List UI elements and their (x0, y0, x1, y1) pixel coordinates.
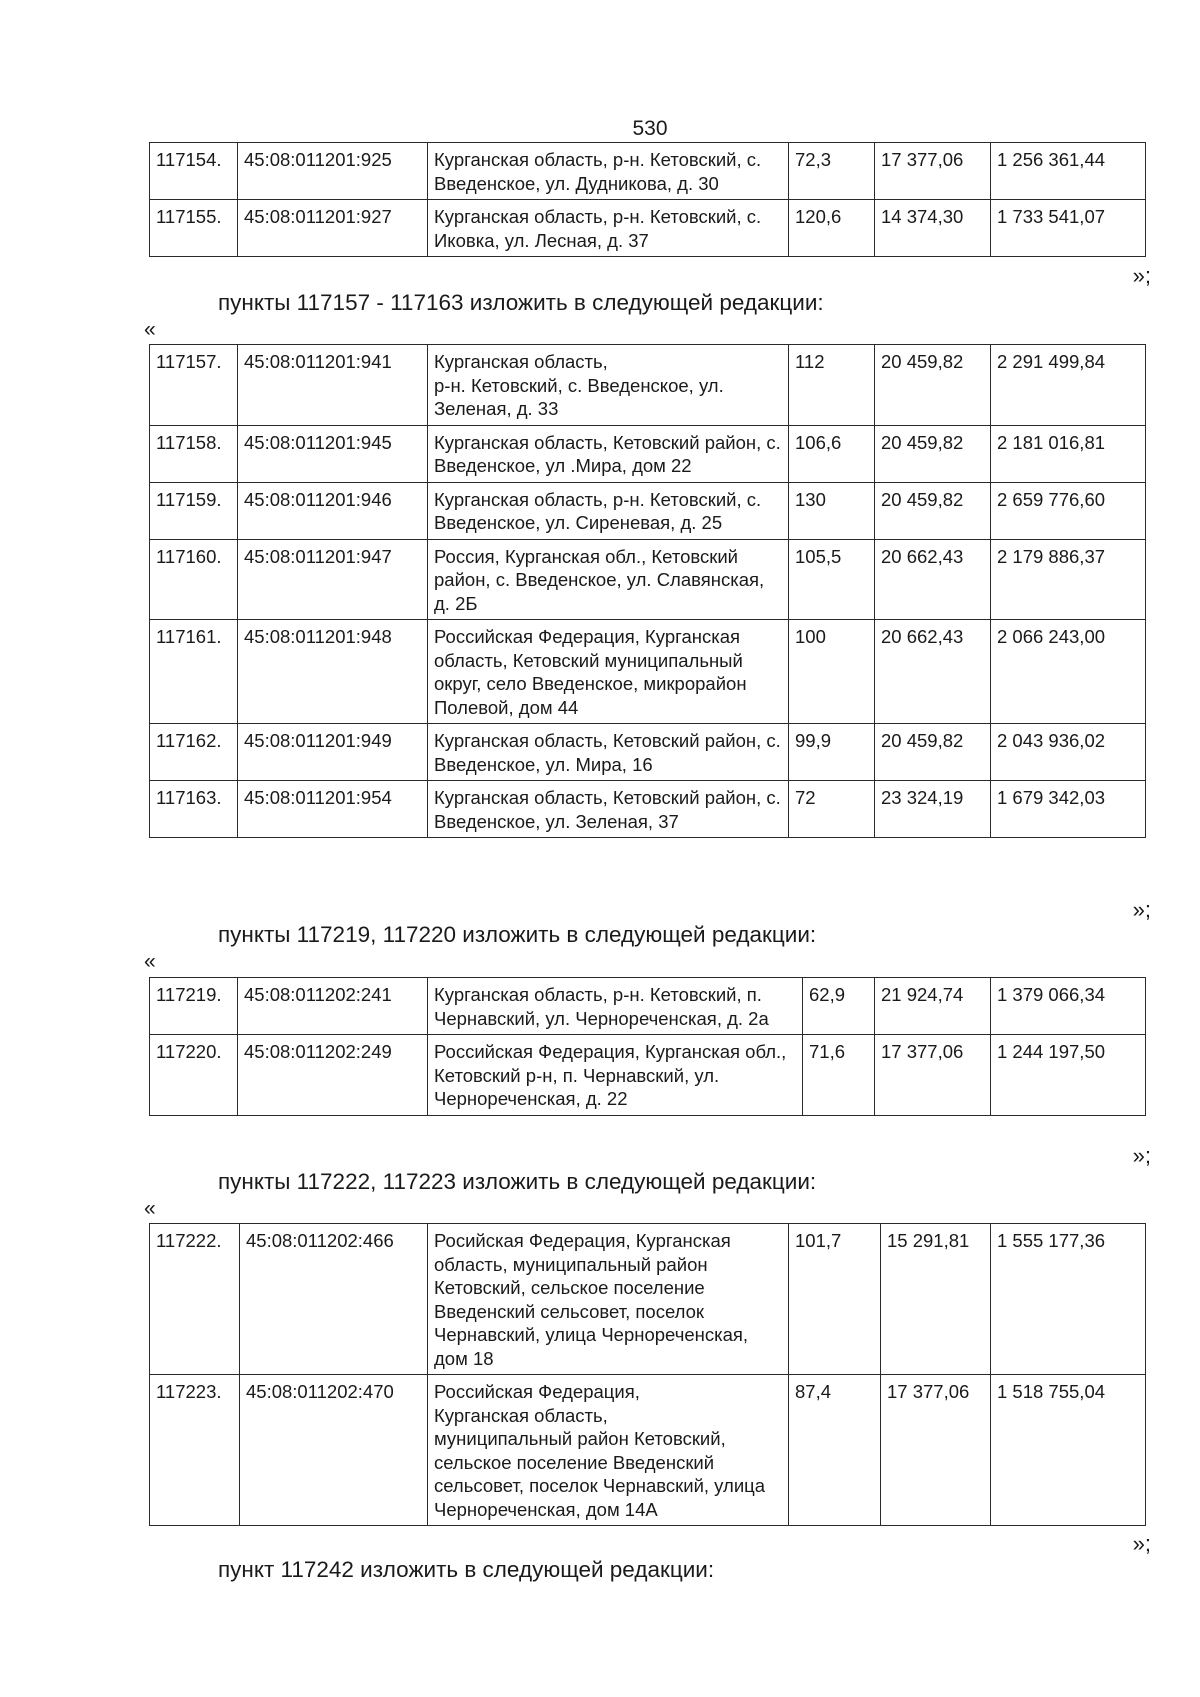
opening-quote: « (144, 318, 156, 341)
row-number-cell: 117223. (150, 1375, 240, 1526)
address-cell: Курганская область, р-н. Кетовский, с. Введенское, ул. Дудникова, д. 30 (428, 143, 789, 200)
row-number-cell: 117160. (150, 539, 238, 620)
address-cell: Российская Федерация, Курганская область, Кетовский муниципальный округ, село Введенское, микрорайон Полевой, дом 44 (428, 620, 789, 724)
table-row (150, 978, 1146, 1035)
cadastral-number-cell: 45:08:011202:241 (238, 978, 428, 1035)
table-row (150, 620, 1146, 724)
table-row (150, 482, 1146, 539)
area-cell: 87,4 (789, 1375, 881, 1526)
unit-value-cell: 20 662,43 (875, 620, 991, 724)
closing-quote: »; (1132, 897, 1151, 922)
cadastral-number-cell: 45:08:011202:466 (240, 1224, 428, 1375)
address-cell: Курганская область, р-н. Кетовский, с. Введенское, ул. Сиреневая, д. 25 (428, 482, 789, 539)
address-cell: Россия, Курганская обл., Кетовский район, с. Введенское, ул. Славянская, д. 2Б (428, 539, 789, 620)
table-row (150, 781, 1146, 838)
row-number-cell: 117154. (150, 143, 238, 200)
closing-quote: »; (1132, 1531, 1151, 1556)
area-cell: 120,6 (789, 200, 875, 257)
address-cell: Курганская область, р-н. Кетовский, с. Иковка, ул. Лесная, д. 37 (428, 200, 789, 257)
unit-value-cell: 17 377,06 (875, 143, 991, 200)
area-cell: 101,7 (789, 1224, 881, 1375)
area-cell: 100 (789, 620, 875, 724)
unit-value-cell: 23 324,19 (875, 781, 991, 838)
cadastral-number-cell: 45:08:011201:945 (238, 425, 428, 482)
address-cell: Курганская область, Кетовский район, с. Введенское, ул. Зеленая, 37 (428, 781, 789, 838)
unit-value-cell: 20 459,82 (875, 425, 991, 482)
cadastral-number-cell: 45:08:011201:954 (238, 781, 428, 838)
unit-value-cell: 17 377,06 (875, 1035, 991, 1116)
area-cell: 99,9 (789, 724, 875, 781)
table-row (150, 143, 1146, 200)
area-cell: 105,5 (789, 539, 875, 620)
cadastral-number-cell: 45:08:011201:927 (238, 200, 428, 257)
cadastral-number-cell: 45:08:011202:249 (238, 1035, 428, 1116)
cadastral-value-cell: 1 256 361,44 (991, 143, 1146, 200)
property-table (149, 977, 1146, 1116)
table-row (150, 539, 1146, 620)
cadastral-number-cell: 45:08:011201:949 (238, 724, 428, 781)
cadastral-value-cell: 2 291 499,84 (991, 345, 1146, 426)
row-number-cell: 117220. (150, 1035, 238, 1116)
cadastral-value-cell: 1 555 177,36 (991, 1224, 1146, 1375)
unit-value-cell: 20 459,82 (875, 724, 991, 781)
cadastral-value-cell: 1 679 342,03 (991, 781, 1146, 838)
address-cell: Российская Федерация, Курганская обл., Кетовский р-н, п. Чернавский, ул. Черноречeнская, д. 22 (428, 1035, 803, 1116)
cadastral-value-cell: 2 179 886,37 (991, 539, 1146, 620)
table-row (150, 1035, 1146, 1116)
row-number-cell: 117157. (150, 345, 238, 426)
opening-quote: « (144, 1197, 156, 1220)
amendment-instruction: пункты 117219, 117220 изложить в следующей редакции: (218, 922, 817, 947)
opening-quote: « (144, 950, 156, 973)
amendment-instruction: пункты 117222, 117223 изложить в следующей редакции: (218, 1169, 817, 1194)
closing-quote: »; (1132, 1143, 1151, 1168)
cadastral-number-cell: 45:08:011201:946 (238, 482, 428, 539)
row-number-cell: 117158. (150, 425, 238, 482)
amendment-instruction: пункты 117157 - 117163 изложить в следующей редакции: (218, 290, 824, 315)
address-cell: Курганская область, Кетовский район, с. Введенское, ул. Мира, 16 (428, 724, 789, 781)
amendment-instruction: пункт 117242 изложить в следующей редакции: (218, 1557, 715, 1582)
cadastral-number-cell: 45:08:011201:947 (238, 539, 428, 620)
cadastral-number-cell: 45:08:011201:941 (238, 345, 428, 426)
cadastral-number-cell: 45:08:011201:948 (238, 620, 428, 724)
unit-value-cell: 20 459,82 (875, 345, 991, 426)
cadastral-value-cell: 1 518 755,04 (991, 1375, 1146, 1526)
table-row (150, 200, 1146, 257)
unit-value-cell: 14 374,30 (875, 200, 991, 257)
row-number-cell: 117162. (150, 724, 238, 781)
table-row (150, 724, 1146, 781)
table-row (150, 345, 1146, 426)
row-number-cell: 117155. (150, 200, 238, 257)
area-cell: 71,6 (803, 1035, 875, 1116)
row-number-cell: 117222. (150, 1224, 240, 1375)
cadastral-value-cell: 1 379 066,34 (991, 978, 1146, 1035)
row-number-cell: 117219. (150, 978, 238, 1035)
property-table (149, 1223, 1146, 1526)
table-row (150, 1224, 1146, 1375)
unit-value-cell: 21 924,74 (875, 978, 991, 1035)
row-number-cell: 117161. (150, 620, 238, 724)
page-number: 530 (632, 117, 668, 140)
cadastral-value-cell: 1 733 541,07 (991, 200, 1146, 257)
address-cell: Курганская область, Кетовский район, с. Введенское, ул .Мира, дом 22 (428, 425, 789, 482)
address-cell: Курганская область, р-н. Кетовский, с. Введенское, ул. Зеленая, д. 33 (428, 345, 789, 426)
area-cell: 112 (789, 345, 875, 426)
cadastral-number-cell: 45:08:011201:925 (238, 143, 428, 200)
area-cell: 130 (789, 482, 875, 539)
unit-value-cell: 20 662,43 (875, 539, 991, 620)
cadastral-value-cell: 1 244 197,50 (991, 1035, 1146, 1116)
unit-value-cell: 17 377,06 (881, 1375, 991, 1526)
address-cell: Российская Федерация, Курганская область, муниципальный район Кетовский, сельское поселение Введенский сельсовет, поселок Чернавский, улица Черноречeнская, дом 14А (428, 1375, 789, 1526)
cadastral-value-cell: 2 181 016,81 (991, 425, 1146, 482)
row-number-cell: 117163. (150, 781, 238, 838)
cadastral-value-cell: 2 659 776,60 (991, 482, 1146, 539)
area-cell: 72,3 (789, 143, 875, 200)
address-cell: Курганская область, р-н. Кетовский, п. Чернавский, ул. Черноречeнская, д. 2а (428, 978, 803, 1035)
unit-value-cell: 15 291,81 (881, 1224, 991, 1375)
table-row (150, 1375, 1146, 1526)
area-cell: 72 (789, 781, 875, 838)
area-cell: 62,9 (803, 978, 875, 1035)
cadastral-value-cell: 2 066 243,00 (991, 620, 1146, 724)
cadastral-number-cell: 45:08:011202:470 (240, 1375, 428, 1526)
table-row (150, 425, 1146, 482)
address-cell: Росийская Федерация, Курганская область, муниципальный район Кетовский, сельское поселение Введенский сельсовет, поселок Чернавский, улица Черноречeнская, дом 18 (428, 1224, 789, 1375)
unit-value-cell: 20 459,82 (875, 482, 991, 539)
cadastral-value-cell: 2 043 936,02 (991, 724, 1146, 781)
closing-quote: »; (1132, 263, 1151, 288)
row-number-cell: 117159. (150, 482, 238, 539)
property-table (149, 142, 1146, 257)
area-cell: 106,6 (789, 425, 875, 482)
property-table (149, 344, 1146, 838)
